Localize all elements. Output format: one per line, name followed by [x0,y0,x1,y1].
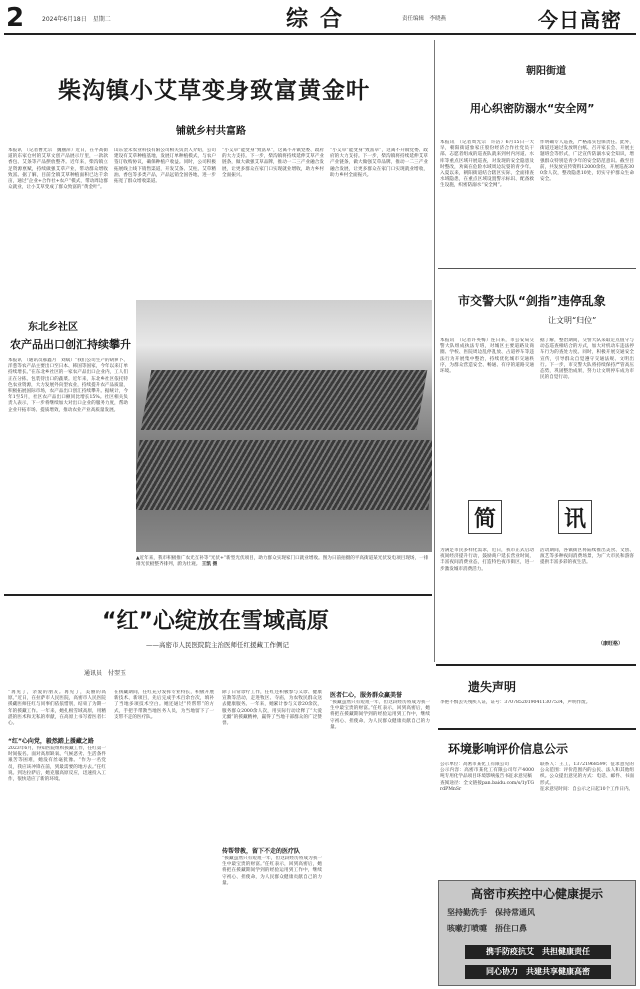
editor-credit: 责任编辑 李晓燕 [402,16,447,22]
red-body-col3: 除了日常诊疗工作，任红还积极参与义诊、健康宣教等活动，走进牧区、寺庙，为农牧民群众送去健康服务。一年来，她累计参与义诊20余次，服务群众2000余人次，用实际行动诠释了“大爱无疆”的援藏精神，赢得了当地干部群众的广泛赞誉。 [222,690,322,727]
env-link: 查阅途径：全文链接pan.baidu.com/s/1yTGrdPMnSr [440,780,534,792]
paper-logo: 今日高密 [538,8,622,32]
red-body-col3b: “援藏虽然只有短短一年，但这段经历将成为我一生中最宝贵的财富。”任红表示，回到高密后，她将把在援藏期间学到的经验运用到工作中，继续守初心、担使命，为人民群众健康贡献自己的力量。 [222,856,322,886]
env-contact: 联系人：王工，13721968599；征求意见的公众范围：评价范围内的公民、法人和其他组织。公众提出意见的方式：电话、邮件、书面形式。 [540,762,634,786]
red-section-head-3: 医者仁心，服务群众赢美誉 [330,692,403,699]
divider-red [4,594,432,596]
solar-photo [136,300,432,552]
traffic-body-col1: 本报讯 （记者许英梅）连日来，市公安局交警大队组成执法专班，对城区主要道路及商圈、学校、医院周边乱停乱放、占道停车等违法行为开展集中整治，持续优化城市交通秩序，为群众营造安全、畅通、有序的道路交通环境。 [440,338,534,375]
jianxun-body-col1: 为满足市民多样化需求，近日，我市正式启动夜间经济提升行动，鼓励商户延长营业时间，丰富夜间消费业态，打造特色夜市街区，进一步激发城市消费活力。 [440,548,534,572]
lead-body-col4: “小艾草”能变身“致富草”，这离不开镇党委、政府的大力支持。下一步，柴沟镇将持续延伸艾草产业链条，做大做强艾草品牌，推动一二三产业融合发展，让更多群众在家门口实现就业增收，助力乡村全面振兴。 [330,148,428,178]
solar-panel-row [136,440,432,510]
lost-notice-body: 李艳不慎丢失残疾人证，证号：37078520190411307534，声明作废。 [440,700,591,705]
health-promo-line-1: 坚持勤洗手 保持常通风 [447,907,535,917]
red-section-head-2: 传帮带教，留下不走的医疗队 [222,848,301,855]
page-number: 2 [6,3,25,33]
red-byline: 通讯员 付翌玉 [84,670,127,677]
dongbei-kicker: 东北乡社区 [28,322,78,333]
masthead-rule [4,33,636,35]
lead-subheadline: 铺就乡村共富路 [176,126,246,137]
env-content: 公示内容：高密市某化工有限公司年产4000吨专用化学品项目环境影响报告书征求意见稿 [440,768,534,780]
red-headline: “红”心绽放在雪域高原 [102,609,329,634]
env-notice-col1 [440,762,534,872]
divider-lost [438,728,636,730]
jianxun-char-1: 简 [468,500,502,534]
dongbei-body: 本报讯 （通讯员郝鑫月 刘斌）“我们公司生产的胡萝卜、洋葱等农产品主要出口至日本、韩国等国家，今年以来订单持续增长。”在东北乡社区的一家农产品出口企业内，工人们正在分拣、包装待出口的蔬菜。近年来，东北乡社区依托特色农业资源，大力发展外向型农业，持续提升农产品质量，积极拓展国际市场，农产品出口创汇持续攀升。据统计，今年1至5月，社区农产品出口额同比增长15%。社区相关负责人表示，下一步将继续加大对出口企业的服务力度，帮助企业开拓市场、提质增效，推动农业产业高质量发展。 [8,358,128,413]
red-body-col2: 在援藏期间，任红充分发挥专业特长，积极开展新技术、新项目，先后完成手术百余台次，填补了当地多项技术空白。她还通过“传帮带”的方式，手把手带教当地医务人员，为当地留下了一支带不走的医疗队。 [114,690,214,720]
chaoyang-headline: 用心织密防溺水“安全网” [470,102,595,115]
red-body-col4: “援藏虽然只有短短一年，但这段经历将成为我一生中最宝贵的财富。”任红表示，回到高密后，她将把在援藏期间学到的经验运用到工作中，继续守初心、担使命，为人民群众健康贡献自己的力量。 [330,700,430,730]
env-unit: 公示单位：高密市某化工有限公司 [440,762,509,767]
health-promo-bar-1: 携手防疫抗艾 共担健康责任 [465,945,611,959]
jianxun-char-2: 讯 [558,500,592,534]
divider-chaoyang [438,268,636,269]
photo-caption: ▲近年来，我市积极推广农光互补等“光伏+”新型光伏项目，助力群众实现家门口就业增收。图为日前拍摄的平高街道某光伏发电项目现场，一排排光伏板整齐排列，蔚为壮观。 王凯 摄 [136,556,429,567]
lead-body-col2: 山东金禾农业科技有限公司相关负责人介绍，公司建设有艾草种植基地，发展订单种植模式，与农户签订收购协议，确保种植户收益。同时，公司积极拓展线上线下销售渠道，开发艾条、艾柱、艾草精油、香包等多类产品，产品远销全国各地，进一步拓宽了群众增收渠道。 [114,148,216,185]
ads-top-rule [436,664,636,666]
issue-date: 2024年6月18日 星期二 [42,16,111,23]
health-promo [438,880,636,986]
jianxun-body-col2: 活动期间，各镇街区将陆续推出美食、文创、演艺等多种夜间消费场景，为广大市民和游客提供丰富多彩的夜生活。 [540,548,634,566]
lead-headline: 柴沟镇小艾草变身致富黄金叶 [58,78,370,104]
dongbei-headline: 农产品出口创汇持续攀升 [10,338,131,351]
lead-body-col3: “小艾草”能变身“致富草”，这离不开镇党委、政府的大力支持。下一步，柴沟镇将持续延伸艾草产业链条，做大做强艾草品牌，推动一二三产业融合发展，让更多群众在家门口实现就业增收，助力乡村全面振兴。 [222,148,324,178]
red-section-head-1: “红”心向党，毅然踏上援藏之路 [8,738,94,745]
health-promo-bar-2: 同心协力 共建共享健康高密 [465,965,611,979]
chaoyang-body-col1: 本报讯 （记者周光宗 许洁）6月15日一大早，朝阳街道象家庄股份经济合作社党员干部、志愿者组成的巡查队就来到村内河道、水库等重点区域开展巡查，对发现的安全隐患及时整改，劝离在危险水域周边玩耍的青少年。入夏以来，朝阳街道结合辖区实际，全面排查水域隐患，在重点区域设置警示标识、配备救生设施，织密防溺水“安全网”。 [440,140,534,189]
env-notice-col2 [540,762,634,872]
traffic-headline: 市交警大队“剑指”违停乱象 [458,294,606,308]
traffic-subheadline: 让文明“归位” [548,316,597,325]
red-body-col1b: 2023年6月，得知医院组织援藏工作，任红第一时间报名。面对高原缺氧、气候恶劣、生活条件艰苦等困难，她没有丝毫犹豫。“作为一名党员，我应该冲锋在前，到最需要的地方去。”任红说。到达拉萨后，她克服高原反应，迅速投入工作，很快适应了新的环境。 [8,746,106,783]
lost-notice-title: 遗失声明 [468,680,517,694]
health-promo-title: 高密市疾控中心健康提示 [470,887,603,901]
photo-credit: 王凯 摄 [201,562,218,567]
env-notice-title: 环境影响评价信息公示 [448,742,569,756]
solar-panel-row [141,370,428,430]
red-body-col1: “再见了，亲爱的朋友。再见了，美丽的高原。”近日，在拉萨市人民医院，高密市人民医院援藏医师任红与同事们依依惜别，结束了为期一年的援藏工作。一年来，她扎根雪域高原，用精湛的医术和无私的奉献，在高原上书写着医者仁心。 [8,690,106,727]
chaoyang-body-col2: 作明确专人巡查，严格落实包保责任。此外，街道还通过发放明白纸、召开家长会、开展主题班会等形式，广泛宣传防溺水安全知识，增强群众特别是青少年的安全防范意识。截至目前，共发放宣传资料12000余份，开展巡查300余人次，整改隐患10处，切实守护群众生命安全。 [540,140,634,183]
lead-body-col1: 本报讯 （记者曹光宗 魏丽萍）近日，在平高街道的东家仓村的艾草文创产品展示厅里，一款款香包、艾条等产品摆放整齐。近年来，柴沟镇立足资源禀赋，持续做强艾草产业，带动群众增收致富。据了解，目前全镇艾草种植面积已达千余亩，通过“企业+合作社+农户”模式，带动周边群众就业，让小艾草变成了群众致富的“黄金叶”。 [8,148,108,191]
chaoyang-kicker: 朝阳街道 [526,66,566,77]
red-subheadline: ——高密市人民医院院主治医师任红援藏工作侧记 [146,641,289,649]
health-promo-line-2: 咳嗽打喷嚏 捂住口鼻 [447,923,527,933]
jianxun-credit: （康旺格） [598,641,624,647]
section-title: 综合 [286,6,355,32]
traffic-body-col2: 据了解，整治期间，交警大队采取定点值守与动态巡查相结合的方式，加大对机动车违法停车行为的查处力度。同时，积极开展交通安全宣传，引导群众自觉遵守交通法规、文明出行。下一步，市交警大队将持续保持严管高压态势，巩固整治成果，努力让文明停车成为市民的自觉行动。 [540,338,634,381]
env-period: 征求意见时间：自公示之日起10个工作日内。 [540,786,634,792]
column-divider [434,40,435,662]
